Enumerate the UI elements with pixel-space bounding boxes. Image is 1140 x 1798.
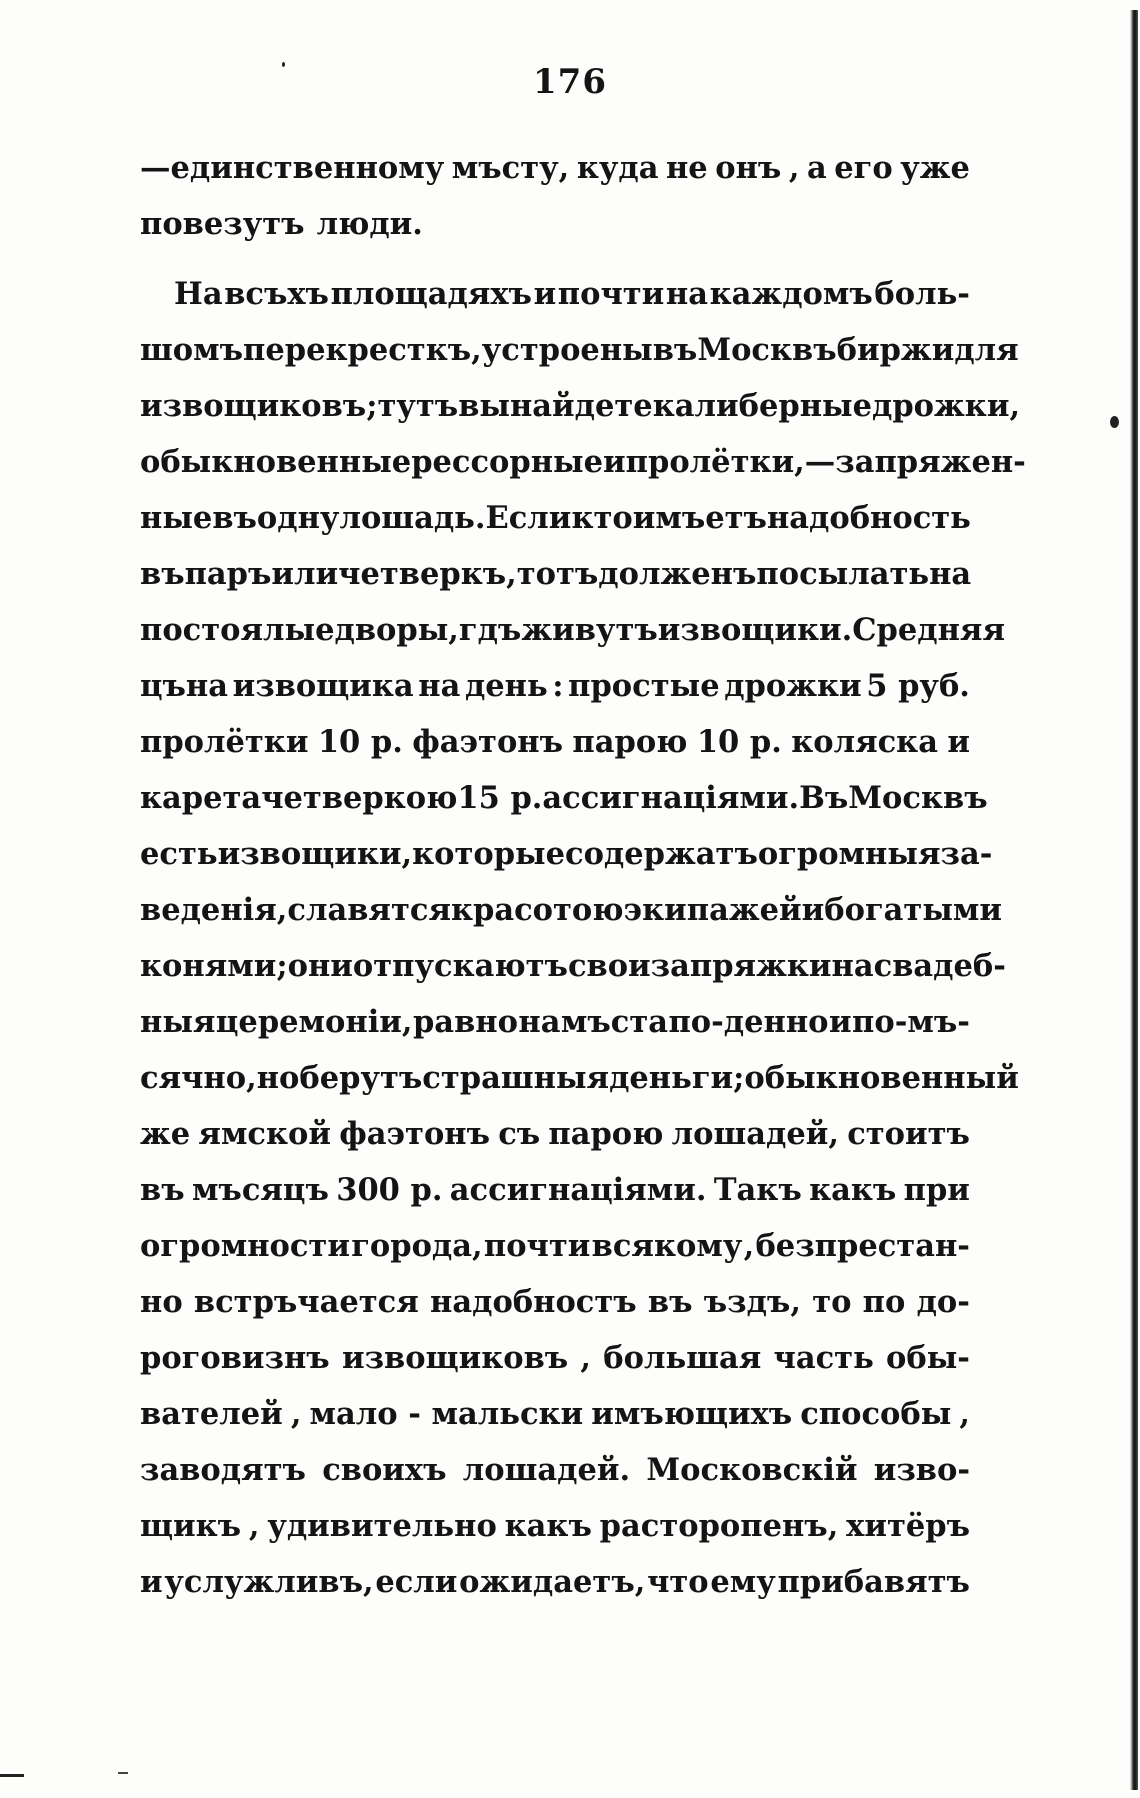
text-word: ассигнаціями. <box>542 780 800 816</box>
text-word: всъхъ <box>224 276 329 312</box>
text-word: Средняя <box>852 612 1005 648</box>
text-word: же <box>140 1116 191 1152</box>
text-line <box>140 546 970 602</box>
text-word: или <box>271 556 339 592</box>
text-word: веденія, <box>140 892 288 928</box>
text-word: надобностъ <box>430 1284 637 1320</box>
text-word: лошадь. <box>339 500 486 536</box>
text-word: почти <box>483 1228 591 1264</box>
text-word: они <box>287 948 353 984</box>
text-word: дрожки, <box>872 388 1021 424</box>
text-line <box>140 266 970 322</box>
text-word: его <box>834 150 893 186</box>
text-word: посылать <box>756 556 930 592</box>
text-word: расторопенъ, <box>599 1508 839 1544</box>
text-word: мъста <box>560 1004 669 1040</box>
text-word: на <box>929 556 972 592</box>
text-line <box>140 994 970 1050</box>
text-word: услужливъ, <box>164 1564 374 1600</box>
text-word: фаэтонъ <box>339 1116 491 1152</box>
text-word: онъ <box>715 150 782 186</box>
text-word: и <box>140 1564 163 1600</box>
text-word: удивительно <box>267 1508 497 1544</box>
text-word: и <box>533 276 557 312</box>
text-word: перекресткъ, <box>243 332 482 368</box>
text-word: церемоніи, <box>215 1004 413 1040</box>
text-word: при <box>903 1172 970 1208</box>
text-word: кто <box>571 500 633 536</box>
text-word: на <box>418 668 461 704</box>
text-word: цъна <box>140 668 229 704</box>
text-line <box>140 1218 970 1274</box>
paragraph-gap <box>140 252 970 266</box>
text-word: тотъ <box>516 556 599 592</box>
text-word: въ <box>647 1284 693 1320</box>
text-word: славятся <box>287 892 451 928</box>
text-word: фаэтонъ <box>412 724 564 760</box>
text-word: хитёръ <box>846 1508 970 1544</box>
text-word: ныя <box>140 1004 216 1040</box>
text-word: дрожки <box>724 668 862 704</box>
text-word: запряжки <box>650 948 832 984</box>
text-word: 15 р. <box>457 780 543 816</box>
text-word: деньги; <box>609 1060 745 1096</box>
text-word: парою <box>572 724 688 760</box>
text-word: мъсяцъ <box>191 1172 329 1208</box>
text-word: , <box>788 150 800 186</box>
text-word: 300 р. <box>336 1172 443 1208</box>
text-word: всякому <box>591 1228 743 1264</box>
text-line <box>140 140 970 196</box>
text-word: биржи <box>836 332 955 368</box>
text-word: пролётки <box>140 724 309 760</box>
text-word: безпрестан- <box>755 1228 970 1264</box>
text-word: ему <box>710 1564 776 1600</box>
text-word: и <box>801 892 825 928</box>
text-word: заводятъ <box>140 1452 306 1488</box>
text-word: но <box>140 1284 183 1320</box>
margin-mark <box>0 1774 24 1777</box>
text-word: шомъ <box>140 332 244 368</box>
text-word: 5 руб. <box>866 668 970 704</box>
text-word: долженъ <box>598 556 757 592</box>
text-word: и <box>828 1004 852 1040</box>
text-word: четверкою <box>261 780 458 816</box>
text-word: равно <box>412 1004 518 1040</box>
text-word: гдъ <box>458 612 522 648</box>
text-line <box>140 602 1005 658</box>
text-line <box>140 378 1021 434</box>
text-word: найдете <box>509 388 653 424</box>
text-word: стоитъ <box>847 1116 970 1152</box>
text-word: Такъ <box>713 1172 802 1208</box>
text-word: Москвъ <box>697 332 837 368</box>
text-word: На <box>174 276 223 312</box>
text-word: постоялые <box>140 612 335 648</box>
text-word: тутъ <box>377 388 459 424</box>
text-word: если <box>375 1564 458 1600</box>
text-word: простые <box>568 668 720 704</box>
text-word: по-денно <box>668 1004 829 1040</box>
text-word: устроены <box>481 332 653 368</box>
text-word: : <box>552 668 564 704</box>
text-word: и <box>603 444 626 480</box>
text-word: роговизнъ <box>140 1340 330 1376</box>
text-word: извощиковъ; <box>140 388 378 424</box>
text-word: на <box>831 948 874 984</box>
text-word: , <box>743 1228 755 1264</box>
text-word: 10 р. <box>696 724 782 760</box>
text-word: берутъ <box>299 1060 423 1096</box>
text-word: вы <box>458 388 510 424</box>
text-word: огромности <box>140 1228 350 1264</box>
text-word: Въ <box>799 780 849 816</box>
text-word: извощика <box>232 668 414 704</box>
text-word: рессорные <box>411 444 604 480</box>
text-word: вателей <box>140 1396 283 1432</box>
text-word: парою <box>548 1116 664 1152</box>
text-word: Москвъ <box>848 780 988 816</box>
text-word: встръчается <box>193 1284 419 1320</box>
text-word: своихъ <box>322 1452 447 1488</box>
text-word: но <box>256 1060 300 1096</box>
text-word: щикъ <box>140 1508 242 1544</box>
text-word: огромныя <box>757 836 941 872</box>
text-word: какъ <box>504 1508 592 1544</box>
text-word: обыкновенный <box>744 1060 1019 1096</box>
text-line <box>140 1442 970 1498</box>
text-word: до- <box>916 1284 970 1320</box>
binding-edge <box>1130 10 1138 1790</box>
text-line <box>140 1386 970 1442</box>
text-word: ные <box>140 500 213 536</box>
text-line <box>140 1498 970 1554</box>
text-word: имъетъ <box>632 500 767 536</box>
text-word: ямской <box>198 1116 331 1152</box>
page-number: 176 <box>533 62 607 102</box>
text-line <box>140 1050 1019 1106</box>
text-word: люди. <box>316 206 423 242</box>
text-line <box>140 770 988 826</box>
text-word: экипажей <box>623 892 802 928</box>
text-line <box>140 1330 970 1386</box>
text-line <box>140 1162 970 1218</box>
text-word: Если <box>485 500 572 536</box>
text-word: повезутъ <box>140 206 305 242</box>
text-word: что <box>647 1564 709 1600</box>
text-word: страшныя <box>422 1060 610 1096</box>
text-word: паръ <box>184 556 272 592</box>
text-word: по <box>862 1284 906 1320</box>
text-word: конями; <box>140 948 288 984</box>
text-word: извощики, <box>217 836 413 872</box>
text-word: обы- <box>886 1340 970 1376</box>
text-line <box>140 1554 970 1610</box>
text-word: лошадей. <box>462 1452 631 1488</box>
text-word: сячно, <box>140 1060 257 1096</box>
text-line <box>140 490 970 546</box>
text-line <box>140 882 1003 938</box>
text-line <box>140 826 993 882</box>
text-word: есть <box>140 836 218 872</box>
text-word: одну <box>256 500 340 536</box>
text-word: города, <box>351 1228 483 1264</box>
text-word: мало - мальски <box>309 1396 584 1432</box>
text-word: , <box>959 1396 970 1432</box>
text-line <box>140 658 970 714</box>
text-word: куда <box>576 150 659 186</box>
ink-speck <box>1110 416 1119 428</box>
text-word: имъющихъ <box>591 1396 793 1432</box>
text-word: площадяхъ <box>330 276 532 312</box>
text-line <box>140 938 1006 994</box>
text-word: карета <box>140 780 262 816</box>
text-word: ъздъ, <box>703 1284 801 1320</box>
text-word: на <box>518 1004 561 1040</box>
text-word: почти <box>557 276 665 312</box>
text-word: въ <box>140 1172 185 1208</box>
text-word: день <box>464 668 548 704</box>
text-word: , <box>290 1396 302 1432</box>
text-word: не <box>665 150 708 186</box>
text-word: , <box>580 1340 592 1376</box>
text-line <box>140 322 1019 378</box>
text-word: ассигнаціями. <box>449 1172 707 1208</box>
text-word: и <box>947 724 970 760</box>
text-word: ожидаетъ, <box>459 1564 646 1600</box>
text-word: часть <box>773 1340 874 1376</box>
text-word: въ <box>212 500 257 536</box>
text-word: калиберные <box>652 388 873 424</box>
text-word: боль- <box>874 276 970 312</box>
margin-mark <box>118 1772 128 1774</box>
text-word: то <box>812 1284 852 1320</box>
text-line <box>140 434 1026 490</box>
ink-speck <box>282 62 285 67</box>
text-word: а <box>806 150 827 186</box>
text-word: четверкъ, <box>338 556 517 592</box>
text-word: за- <box>940 836 993 872</box>
text-line <box>140 1106 970 1162</box>
text-word: уже <box>900 150 970 186</box>
text-word: прибавятъ <box>777 1564 970 1600</box>
text-word: какъ <box>809 1172 897 1208</box>
text-word: съ <box>498 1116 541 1152</box>
text-word: которые <box>412 836 566 872</box>
text-word: дворы, <box>334 612 459 648</box>
text-word: на <box>665 276 709 312</box>
text-line <box>140 1274 970 1330</box>
text-word: 10 р. <box>317 724 403 760</box>
text-word: , <box>248 1508 260 1544</box>
text-word: обыкновенные <box>140 444 412 480</box>
body-text <box>140 140 1026 1610</box>
text-word: Московскій <box>646 1452 858 1488</box>
text-word: —единственному <box>140 150 445 186</box>
text-word: извощики. <box>657 612 853 648</box>
text-word: каждомъ <box>709 276 873 312</box>
text-word: содержатъ <box>565 836 758 872</box>
text-word: для <box>954 332 1019 368</box>
text-word: въ <box>140 556 185 592</box>
text-word: свадеб- <box>873 948 1006 984</box>
text-line <box>140 196 970 252</box>
text-word: большая <box>603 1340 762 1376</box>
text-word: отпускаютъ <box>352 948 568 984</box>
text-word: красотою <box>450 892 624 928</box>
text-word: изво- <box>873 1452 970 1488</box>
text-word: свои <box>567 948 651 984</box>
text-word: пролётки,—запряжен- <box>625 444 1026 480</box>
text-word: извощиковъ <box>341 1340 569 1376</box>
text-word: способы <box>800 1396 952 1432</box>
text-word: лошадей, <box>671 1116 839 1152</box>
text-word: живутъ <box>521 612 658 648</box>
text-word: въ <box>652 332 698 368</box>
text-word: по-мъ- <box>852 1004 970 1040</box>
text-word: богатыми <box>824 892 1003 928</box>
text-line <box>140 714 970 770</box>
text-word: мъсту, <box>451 150 570 186</box>
text-word: надобность <box>766 500 971 536</box>
text-word: коляска <box>791 724 938 760</box>
